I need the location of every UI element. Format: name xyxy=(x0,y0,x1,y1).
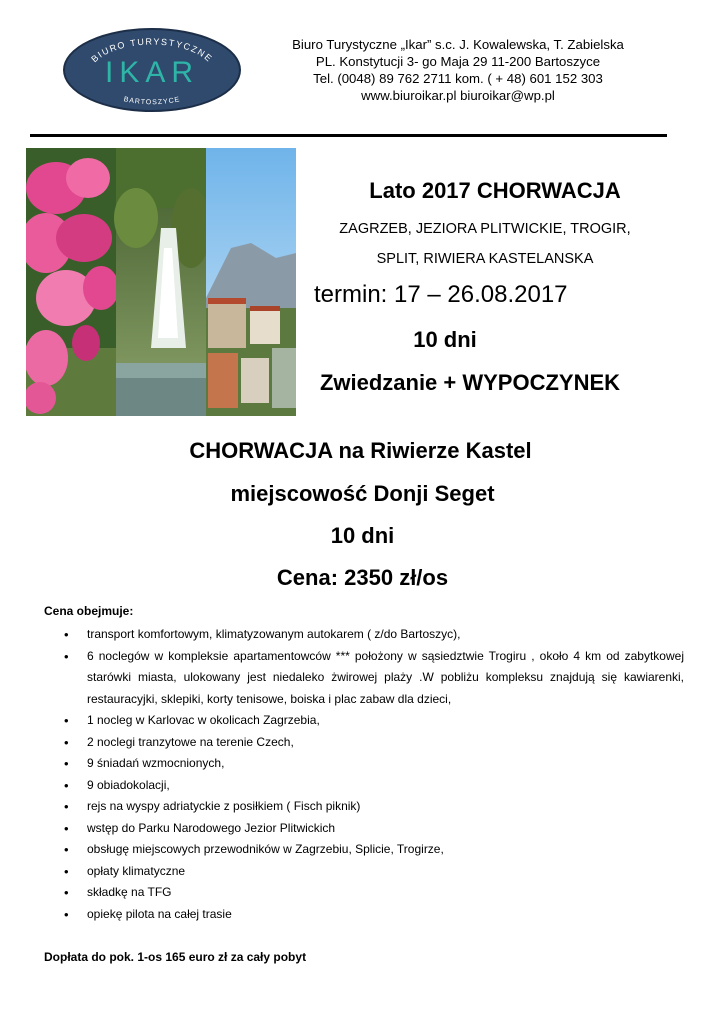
single-room-supplement: Dopłata do pok. 1-os 165 euro zł za cały pobyt xyxy=(44,950,307,964)
list-item: • obsługę miejscowych przewodników w Zagrzebiu, Splicie, Trogirze, xyxy=(44,839,684,861)
trip-type: Zwiedzanie + WYPOCZYNEK xyxy=(319,370,621,395)
list-item: • 9 obiadokolacji, xyxy=(44,775,684,797)
offer-days: 10 dni xyxy=(330,523,395,548)
list-item: • rejs na wyspy adriatyckie z posiłkiem ( Fisch piknik) xyxy=(44,796,684,818)
list-item: • opłaty klimatyczne xyxy=(44,861,684,883)
offer-location: miejscowość Donji Seget xyxy=(230,481,495,506)
list-item: • transport komfortowym, klimatyzowanym autokarem ( z/do Bartoszyc), xyxy=(44,624,684,646)
logo-name: IKAR xyxy=(104,56,200,89)
header-company: Biuro Turystyczne „Ikar” s.c. J. Kowalewska, T. Zabielska xyxy=(292,37,624,52)
trip-dates: termin: 17 – 26.08.2017 xyxy=(314,281,568,308)
ikar-logo xyxy=(62,27,242,113)
offer-price: Cena: 2350 zł/os xyxy=(276,565,449,590)
list-item: • 9 śniadań wzmocnionych, xyxy=(44,753,684,775)
coastal-town-photo xyxy=(206,148,296,416)
list-item: • wstęp do Parku Narodowego Jezior Plitwickich xyxy=(44,818,684,840)
waterfall-photo xyxy=(114,148,211,416)
list-item: • 2 noclegi tranzytowe na terenie Czech, xyxy=(44,732,684,754)
trip-days: 10 dni xyxy=(413,327,477,352)
photo-collage xyxy=(26,148,296,416)
list-item: • składkę na TFG xyxy=(44,882,684,904)
list-item: • 6 noclegów w kompleksie apartamentowców *** położony w sąsiedztwie Trogiru , około 4 km od zabytkowej starówki miasta, ulokowany jest niedaleko żwirowej plaży .W pobliżu kompleksu znajdują się kawiarenki, restauracyjki, sklepiki, korty tenisowe, boiska i plac zabaw dla dzieci, xyxy=(44,646,684,711)
includes-heading: Cena obejmuje: xyxy=(44,604,134,618)
logo-bottom-text: BARTOSZYCE xyxy=(123,96,181,107)
header-web: www.biuroikar.pl biuroikar@wp.pl xyxy=(361,88,555,103)
includes-list xyxy=(44,624,684,925)
trip-title: Lato 2017 CHORWACJA xyxy=(369,178,621,203)
flower-photo xyxy=(26,148,119,416)
trip-route-1: ZAGRZEB, JEZIORA PLITWICKIE, TROGIR, xyxy=(339,221,631,237)
header-phone: Tel. (0048) 89 762 2711 kom. ( + 48) 601 152 303 xyxy=(313,71,603,86)
list-item: • 1 nocleg w Karlovac w okolicach Zagrzebia, xyxy=(44,710,684,732)
header-divider xyxy=(30,134,667,137)
list-item: • opiekę pilota na całej trasie xyxy=(44,904,684,926)
trip-route-2: SPLIT, RIWIERA KASTELANSKA xyxy=(376,251,594,267)
header-address: PL. Konstytucji 3- go Maja 29 11-200 Bartoszyce xyxy=(315,54,601,69)
offer-destination: CHORWACJA na Riwierze Kastel xyxy=(189,438,532,463)
logo-top-text: BIURO TURYSTYCZNE xyxy=(89,36,215,65)
